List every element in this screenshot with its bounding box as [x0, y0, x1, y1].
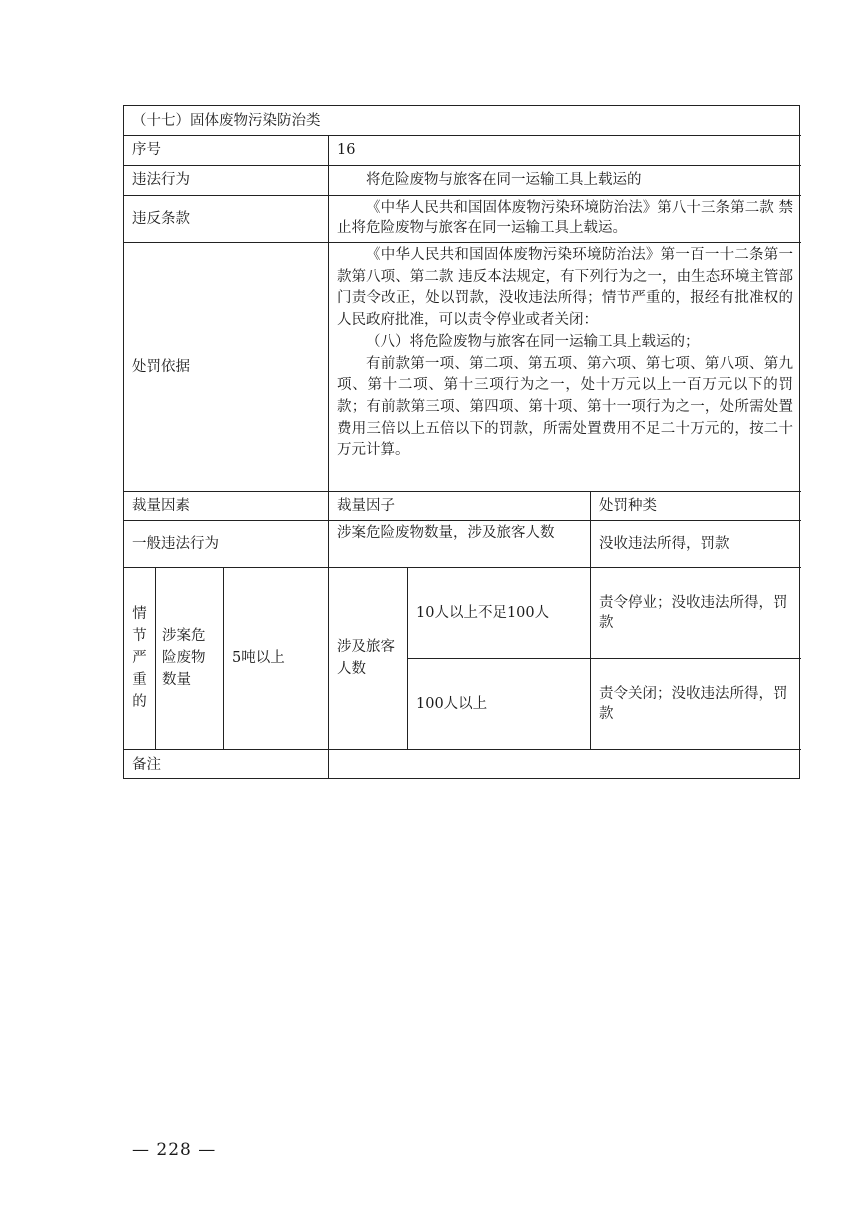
- penalty-basis-value: [329, 242, 801, 491]
- general-factor: 涉案危险废物数量，涉及旅客人数: [337, 525, 555, 541]
- serious-label-char: 的: [132, 694, 147, 710]
- header-sub-factor: 裁量因子: [337, 497, 395, 514]
- violated-clause-label: 违反条款: [132, 210, 190, 227]
- serious-label-char: 重: [132, 672, 147, 688]
- waste-quantity-value: 5吨以上: [232, 650, 285, 666]
- header-penalty-type: 处罚种类: [599, 497, 657, 514]
- section-title: （十七）固体废物污染防治类: [132, 112, 321, 129]
- penalty-table: [123, 105, 800, 779]
- tier-penalty: 责令关闭；没收违法所得，罚款: [599, 686, 788, 722]
- violation-text: 将危险废物与旅客在同一运输工具上载运的: [366, 172, 642, 188]
- penalty-basis-paragraph: 《中华人民共和国固体废物污染环境防治法》第一百一十二条第一款第八项、第二款 违反本法规定，有下列行为之一，由生态环境主管部门责令改正，处以罚款，没收违法所得；情节严重的，报经有批准权的人民政府批准，可以责令停业或者关闭：: [337, 247, 793, 329]
- remarks-value: [329, 750, 801, 779]
- penalty-basis-paragraph: （八）将危险废物与旅客在同一运输工具上载运的；: [366, 333, 700, 350]
- remarks-label: 备注: [132, 756, 161, 773]
- page-number: — 228 —: [132, 1140, 217, 1160]
- violation-value: [329, 165, 801, 195]
- header-factor: 裁量因素: [132, 497, 190, 514]
- tier-range: 10人以上不足100人: [416, 604, 550, 621]
- violation-label: 违法行为: [132, 172, 190, 188]
- tier-penalty: 责令停业；没收违法所得，罚款: [599, 594, 788, 631]
- violated-clause-text: 《中华人民共和国固体废物污染环境防治法》第八十三条第二款 禁止将危险废物与旅客在同一运输工具上载运。: [337, 200, 793, 236]
- serious-label-char: 节: [132, 628, 147, 644]
- violated-clause-value: [329, 195, 801, 242]
- penalty-basis-paragraph: 有前款第一项、第二项、第五项、第六项、第七项、第八项、第九项、第十二项、第十三项行为之一，处十万元以上一百万元以下的罚款；有前款第三项、第四项、第十项、第十一项行为之一，处所需处置费用三倍以上五倍以下的罚款，所需处置费用不足二十万元的，按二十万元计算。: [337, 355, 793, 459]
- serial-value: 16: [337, 142, 356, 158]
- serious-label-char: 严: [132, 650, 147, 666]
- serial-label: 序号: [132, 142, 161, 158]
- tier-range: 100人以上: [416, 696, 488, 712]
- general-label: 一般违法行为: [132, 535, 219, 552]
- general-penalty: 没收违法所得，罚款: [599, 535, 730, 552]
- waste-quantity-label: 涉案危险废物数量: [162, 628, 206, 688]
- penalty-basis-label: 处罚依据: [132, 358, 190, 375]
- passenger-count-label: 涉及旅客人数: [337, 639, 395, 677]
- serious-label-char: 情: [132, 606, 147, 622]
- serious-label: [124, 567, 155, 749]
